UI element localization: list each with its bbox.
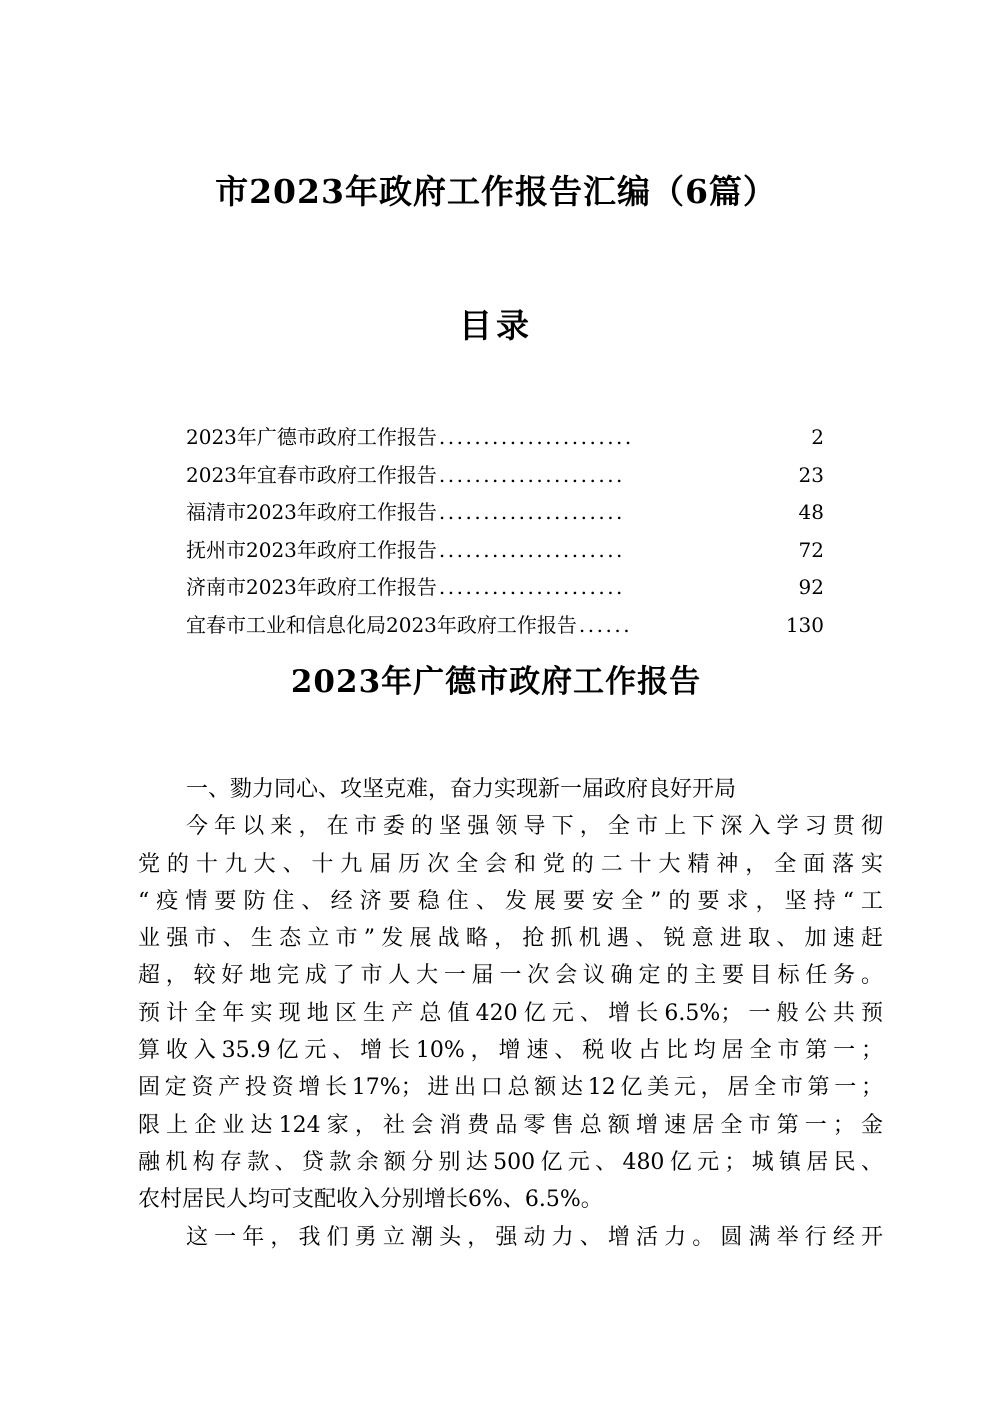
- toc-entry-title: 2023年宜春市政府工作报告: [186, 462, 437, 487]
- body-line: 融机构存款、贷款余额分别达500亿元、480亿元；城镇居民、: [138, 1149, 883, 1175]
- toc-entry[interactable]: [186, 419, 824, 457]
- toc-entry-title: 抚州市2023年政府工作报告: [186, 537, 437, 562]
- toc-entry[interactable]: [186, 607, 824, 645]
- body-line: “疫情要防住、经济要稳住、发展要安全”的要求，坚持“工: [138, 888, 883, 914]
- document-title: 市2023年政府工作报告汇编（6篇）: [215, 172, 777, 211]
- section-title: 2023年广德市政府工作报告: [290, 664, 702, 700]
- body-line: 农村居民人均可支配收入分别增长6%、6.5%。: [138, 1187, 603, 1213]
- body-line: 党的十九大、十九届历次全会和党的二十大精神，全面落实: [138, 851, 883, 877]
- toc-entry-page: 48: [798, 500, 824, 525]
- body-text: [138, 771, 883, 1256]
- body-line: 固定资产投资增长17%；进出口总额达12亿美元，居全市第一；: [138, 1075, 883, 1101]
- toc-entry-leader: .....................: [438, 537, 625, 562]
- toc-entry-page: 23: [798, 462, 824, 487]
- toc-entry[interactable]: [186, 569, 824, 607]
- toc-entry-leader: ......................: [438, 425, 634, 449]
- toc-entry-page: 130: [785, 612, 824, 637]
- toc-entry[interactable]: [186, 532, 824, 570]
- toc-entry-leader: .....................: [438, 462, 625, 487]
- toc-entry-title: 济南市2023年政府工作报告: [186, 575, 437, 600]
- toc-entry-title: 福清市2023年政府工作报告: [186, 500, 437, 525]
- toc-entry-leader: ......: [578, 612, 633, 637]
- body-line: 限上企业达124家，社会消费品零售总额增速居全市第一；金: [138, 1112, 883, 1138]
- toc-entry-page: 92: [798, 575, 824, 600]
- body-line: 超，较好地完成了市人大一届一次会议确定的主要目标任务。: [138, 963, 883, 989]
- toc-entry-title: 宜春市工业和信息化局2023年政府工作报告: [186, 612, 577, 637]
- toc-entry-leader: .....................: [438, 500, 625, 525]
- toc-entry[interactable]: [186, 457, 824, 495]
- toc-entry-title: 2023年广德市政府工作报告: [186, 425, 437, 449]
- toc-entry[interactable]: [186, 494, 824, 532]
- paragraph-heading: 一、勠力同心、攻坚克难，奋力实现新一届政府良好开局: [186, 777, 737, 802]
- body-line: 算收入35.9亿元、增长10%，增速、税收占比均居全市第一；: [138, 1038, 883, 1064]
- body-line: 这一年，我们勇立潮头，强动力、增活力。圆满举行经开: [186, 1224, 883, 1250]
- body-line: 预计全年实现地区生产总值420亿元、增长6.5%；一般公共预: [138, 1000, 883, 1026]
- toc-entry-page: 72: [798, 537, 824, 562]
- toc-entry-leader: .....................: [438, 575, 625, 600]
- body-line: 今年以来，在市委的坚强领导下，全市上下深入学习贯彻: [186, 814, 883, 840]
- table-of-contents: [186, 419, 824, 645]
- body-line: 业强市、生态立市”发展战略，抢抓机遇、锐意进取、加速赶: [138, 926, 883, 952]
- toc-entry-page: 2: [811, 425, 824, 449]
- toc-heading: 目录: [459, 306, 533, 345]
